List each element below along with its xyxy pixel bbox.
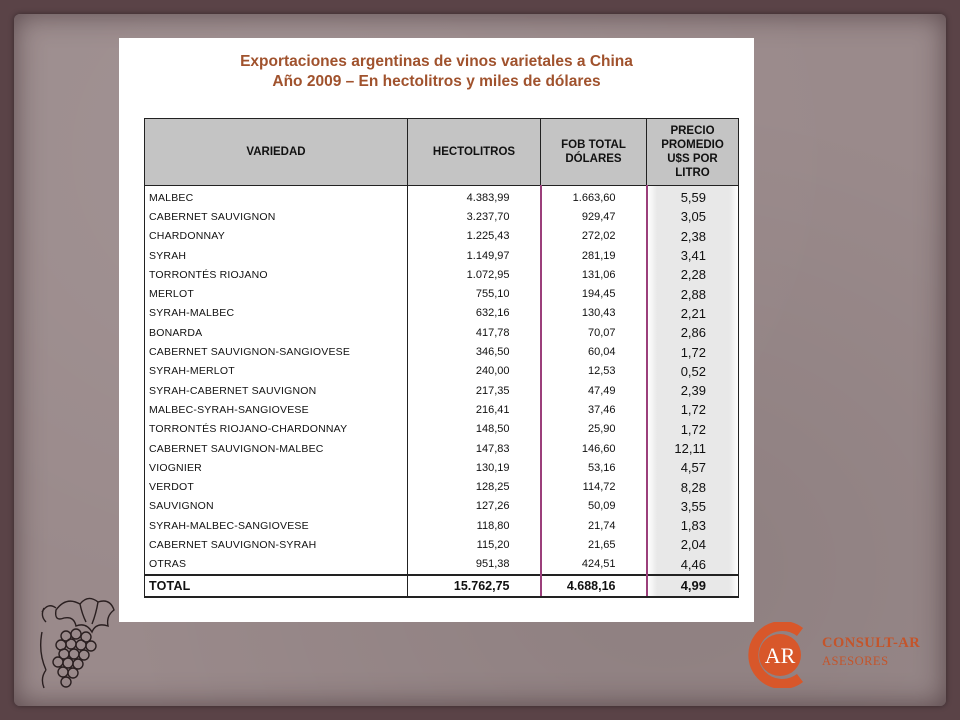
cell-precio: 4,46 bbox=[647, 555, 739, 575]
total-hectolitros: 15.762,75 bbox=[408, 575, 541, 597]
total-label: TOTAL bbox=[145, 575, 408, 597]
table-row bbox=[145, 265, 739, 284]
cell-fob: 60,04 bbox=[541, 342, 647, 361]
cell-hectolitros: 115,20 bbox=[408, 535, 541, 554]
cell-variedad: CABERNET SAUVIGNON bbox=[145, 207, 408, 226]
header-hectolitros: HECTOLITROS bbox=[408, 119, 541, 186]
total-fob: 4.688,16 bbox=[541, 575, 647, 597]
cell-variedad: MALBEC bbox=[145, 186, 408, 208]
cell-fob: 146,60 bbox=[541, 439, 647, 458]
table-row bbox=[145, 342, 739, 361]
table-row bbox=[145, 227, 739, 246]
cell-precio: 5,59 bbox=[647, 186, 739, 208]
cell-fob: 272,02 bbox=[541, 227, 647, 246]
header-precio: PRECIO PROMEDIO U$S POR LITRO bbox=[647, 119, 739, 186]
cell-variedad: SYRAH-MALBEC bbox=[145, 304, 408, 323]
cell-hectolitros: 217,35 bbox=[408, 381, 541, 400]
cell-fob: 929,47 bbox=[541, 207, 647, 226]
table-header-row bbox=[145, 119, 739, 186]
table-row bbox=[145, 207, 739, 226]
table-row bbox=[145, 555, 739, 575]
cell-hectolitros: 118,80 bbox=[408, 516, 541, 535]
cell-precio: 2,88 bbox=[647, 284, 739, 303]
cell-fob: 21,65 bbox=[541, 535, 647, 554]
cell-fob: 12,53 bbox=[541, 362, 647, 381]
cell-precio: 1,83 bbox=[647, 516, 739, 535]
grape-vine-icon bbox=[36, 592, 120, 692]
cell-hectolitros: 4.383,99 bbox=[408, 186, 541, 208]
cell-fob: 1.663,60 bbox=[541, 186, 647, 208]
header-variedad: VARIEDAD bbox=[145, 119, 408, 186]
cell-precio: 0,52 bbox=[647, 362, 739, 381]
cell-variedad: CABERNET SAUVIGNON-SANGIOVESE bbox=[145, 342, 408, 361]
cell-precio: 1,72 bbox=[647, 342, 739, 361]
cell-variedad: OTRAS bbox=[145, 555, 408, 575]
table-image bbox=[119, 38, 754, 622]
cell-precio: 2,28 bbox=[647, 265, 739, 284]
cell-hectolitros: 148,50 bbox=[408, 420, 541, 439]
table-row bbox=[145, 497, 739, 516]
cell-precio: 2,39 bbox=[647, 381, 739, 400]
cell-fob: 70,07 bbox=[541, 323, 647, 342]
logo-mark-text: AR bbox=[764, 643, 796, 668]
cell-hectolitros: 755,10 bbox=[408, 284, 541, 303]
cell-variedad: CHARDONNAY bbox=[145, 227, 408, 246]
cell-fob: 53,16 bbox=[541, 458, 647, 477]
cell-variedad: MERLOT bbox=[145, 284, 408, 303]
cell-variedad: MALBEC-SYRAH-SANGIOVESE bbox=[145, 400, 408, 419]
cell-variedad: SAUVIGNON bbox=[145, 497, 408, 516]
cell-variedad: SYRAH-MALBEC-SANGIOVESE bbox=[145, 516, 408, 535]
cell-hectolitros: 127,26 bbox=[408, 497, 541, 516]
cell-precio: 3,41 bbox=[647, 246, 739, 265]
cell-precio: 1,72 bbox=[647, 420, 739, 439]
cell-variedad: SYRAH-CABERNET SAUVIGNON bbox=[145, 381, 408, 400]
cell-precio: 2,86 bbox=[647, 323, 739, 342]
cell-fob: 194,45 bbox=[541, 284, 647, 303]
table-row bbox=[145, 186, 739, 208]
header-fob: FOB TOTAL DÓLARES bbox=[541, 119, 647, 186]
cell-fob: 25,90 bbox=[541, 420, 647, 439]
cell-fob: 37,46 bbox=[541, 400, 647, 419]
cell-fob: 47,49 bbox=[541, 381, 647, 400]
cell-variedad: CABERNET SAUVIGNON-MALBEC bbox=[145, 439, 408, 458]
cell-fob: 281,19 bbox=[541, 246, 647, 265]
cell-precio: 3,05 bbox=[647, 207, 739, 226]
consultar-logo-mark bbox=[742, 622, 818, 688]
table-row bbox=[145, 400, 739, 419]
cell-precio: 1,72 bbox=[647, 400, 739, 419]
cell-precio: 2,38 bbox=[647, 227, 739, 246]
table-row bbox=[145, 304, 739, 323]
cell-fob: 50,09 bbox=[541, 497, 647, 516]
cell-hectolitros: 346,50 bbox=[408, 342, 541, 361]
cell-hectolitros: 417,78 bbox=[408, 323, 541, 342]
table-row bbox=[145, 284, 739, 303]
table-row bbox=[145, 477, 739, 496]
cell-precio: 2,04 bbox=[647, 535, 739, 554]
exports-table bbox=[144, 118, 739, 598]
cell-fob: 131,06 bbox=[541, 265, 647, 284]
cell-variedad: BONARDA bbox=[145, 323, 408, 342]
cell-precio: 3,55 bbox=[647, 497, 739, 516]
cell-hectolitros: 240,00 bbox=[408, 362, 541, 381]
table-row bbox=[145, 516, 739, 535]
table-row bbox=[145, 439, 739, 458]
cell-variedad: VERDOT bbox=[145, 477, 408, 496]
cell-hectolitros: 1.149,97 bbox=[408, 246, 541, 265]
cell-variedad: TORRONTÉS RIOJANO-CHARDONNAY bbox=[145, 420, 408, 439]
table-row bbox=[145, 535, 739, 554]
table-row bbox=[145, 362, 739, 381]
table-row bbox=[145, 246, 739, 265]
cell-precio: 8,28 bbox=[647, 477, 739, 496]
logo-line-1: CONSULT-AR bbox=[822, 635, 921, 651]
cell-fob: 21,74 bbox=[541, 516, 647, 535]
cell-hectolitros: 128,25 bbox=[408, 477, 541, 496]
cell-variedad: SYRAH bbox=[145, 246, 408, 265]
table-row bbox=[145, 381, 739, 400]
cell-hectolitros: 216,41 bbox=[408, 400, 541, 419]
total-precio: 4,99 bbox=[647, 575, 739, 597]
table-row bbox=[145, 323, 739, 342]
cell-fob: 130,43 bbox=[541, 304, 647, 323]
cell-variedad: CABERNET SAUVIGNON-SYRAH bbox=[145, 535, 408, 554]
cell-variedad: VIOGNIER bbox=[145, 458, 408, 477]
cell-hectolitros: 1.225,43 bbox=[408, 227, 541, 246]
logo-line-2: ASESORES bbox=[822, 654, 889, 668]
cell-variedad: TORRONTÉS RIOJANO bbox=[145, 265, 408, 284]
table-row bbox=[145, 458, 739, 477]
cell-hectolitros: 1.072,95 bbox=[408, 265, 541, 284]
cell-variedad: SYRAH-MERLOT bbox=[145, 362, 408, 381]
title-line-1: Exportaciones argentinas de vinos varietales a China bbox=[240, 53, 633, 70]
cell-hectolitros: 130,19 bbox=[408, 458, 541, 477]
cell-hectolitros: 951,38 bbox=[408, 555, 541, 575]
cell-precio: 12,11 bbox=[647, 439, 739, 458]
table-body bbox=[145, 186, 739, 575]
cell-fob: 114,72 bbox=[541, 477, 647, 496]
cell-hectolitros: 147,83 bbox=[408, 439, 541, 458]
consultar-logo bbox=[742, 622, 938, 688]
table-row bbox=[145, 420, 739, 439]
cell-fob: 424,51 bbox=[541, 555, 647, 575]
cell-hectolitros: 3.237,70 bbox=[408, 207, 541, 226]
cell-precio: 4,57 bbox=[647, 458, 739, 477]
title-line-2: Año 2009 – En hectolitros y miles de dólares bbox=[272, 73, 601, 90]
table-title bbox=[119, 52, 754, 92]
total-row bbox=[145, 575, 739, 597]
cell-precio: 2,21 bbox=[647, 304, 739, 323]
cell-hectolitros: 632,16 bbox=[408, 304, 541, 323]
